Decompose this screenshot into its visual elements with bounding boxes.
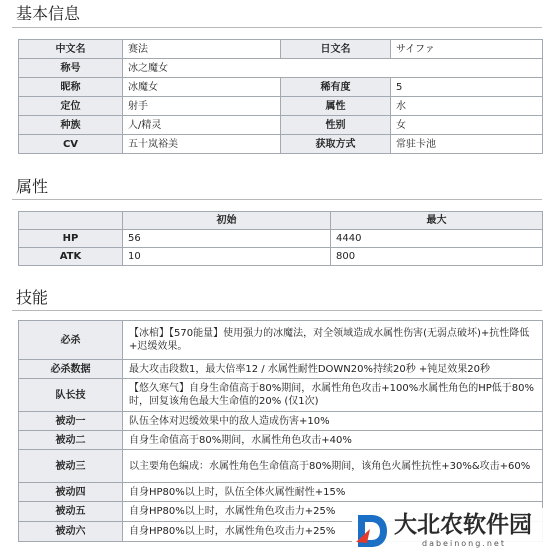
attributes-divider xyxy=(12,199,542,200)
skill-name: 被动三 xyxy=(19,450,123,483)
table-row xyxy=(19,135,543,154)
skills-title: 技能 xyxy=(16,288,49,307)
table-row xyxy=(19,78,543,97)
site-watermark xyxy=(352,508,548,554)
field-label: 属性 xyxy=(281,97,391,116)
skills-divider xyxy=(12,310,542,311)
skill-desc: 自身生命值高于80%期间，水属性角色攻击+40% xyxy=(123,431,543,450)
table-row xyxy=(19,321,543,360)
table-row xyxy=(19,59,543,78)
attributes-table xyxy=(18,211,543,266)
table-row xyxy=(19,483,543,502)
field-value: 人/精灵 xyxy=(123,116,281,135)
table-row xyxy=(19,40,543,59)
field-label: 定位 xyxy=(19,97,123,116)
table-row xyxy=(19,116,543,135)
field-label: 日文名 xyxy=(281,40,391,59)
field-value: 赛法 xyxy=(123,40,281,59)
basic-info-divider xyxy=(12,27,542,28)
attributes-title: 属性 xyxy=(16,177,49,196)
skill-desc: 自身HP80%以上时，水属性角色攻击力+25% xyxy=(123,522,543,542)
column-header-blank xyxy=(19,212,123,230)
dabeinong-logo-icon xyxy=(354,512,390,550)
field-value: 常驻卡池 xyxy=(391,135,543,154)
watermark-url: dabeinong.net xyxy=(422,539,506,548)
stat-initial: 56 xyxy=(123,230,331,248)
field-label: 中文名 xyxy=(19,40,123,59)
table-row xyxy=(19,412,543,431)
skill-desc: 最大攻击段数1，最大倍率12 / 水属性耐性DOWN20%持续20秒 +钝足效果20秒 xyxy=(123,360,543,379)
skill-name: 队长技 xyxy=(19,379,123,412)
watermark-title: 大北农软件园 xyxy=(394,511,532,538)
skill-name: 被动一 xyxy=(19,412,123,431)
basic-info-table xyxy=(18,39,543,154)
skill-desc: 【冰棺】【570能量】使用强力的冰魔法，对全领域造成水属性伤害(无弱点破坏)+抗性降低+迟缓效果。 xyxy=(123,321,543,360)
skill-desc: 自身HP80%以上时，水属性角色攻击力+25% xyxy=(123,502,543,522)
table-row xyxy=(19,379,543,412)
field-label: CV xyxy=(19,135,123,154)
field-value: 女 xyxy=(391,116,543,135)
table-row xyxy=(19,360,543,379)
field-label: 性别 xyxy=(281,116,391,135)
stat-name: HP xyxy=(19,230,123,248)
skill-name: 被动二 xyxy=(19,431,123,450)
field-label: 昵称 xyxy=(19,78,123,97)
field-value: サイファ xyxy=(391,40,543,59)
skill-name: 被动四 xyxy=(19,483,123,502)
field-value: 5 xyxy=(391,78,543,97)
table-row xyxy=(19,230,543,248)
skill-desc: 队伍全体对迟缓效果中的敌人造成伤害+10% xyxy=(123,412,543,431)
field-value: 水 xyxy=(391,97,543,116)
field-value: 冰魔女 xyxy=(123,78,281,97)
skill-desc: 自身HP80%以上时，队伍全体火属性耐性+15% xyxy=(123,483,543,502)
table-row xyxy=(19,450,543,483)
stat-name: ATK xyxy=(19,248,123,266)
skill-name: 必杀数据 xyxy=(19,360,123,379)
table-row xyxy=(19,97,543,116)
column-header-initial: 初始 xyxy=(123,212,331,230)
table-row xyxy=(19,431,543,450)
stat-initial: 10 xyxy=(123,248,331,266)
field-value: 五十岚裕美 xyxy=(123,135,281,154)
skill-name: 被动六 xyxy=(19,522,123,542)
field-value: 射手 xyxy=(123,97,281,116)
field-label: 获取方式 xyxy=(281,135,391,154)
stat-max: 4440 xyxy=(331,230,543,248)
stat-max: 800 xyxy=(331,248,543,266)
field-label: 称号 xyxy=(19,59,123,78)
skill-desc: 【悠久寒气】自身生命值高于80%期间，水属性角色攻击+100%水属性角色的HP低于80%时，回复该角色最大生命值的20% (仅1次) xyxy=(123,379,543,412)
skill-name: 被动五 xyxy=(19,502,123,522)
table-header-row xyxy=(19,212,543,230)
field-value: 冰之魔女 xyxy=(123,59,543,78)
column-header-max: 最大 xyxy=(331,212,543,230)
skill-desc: 以主要角色编成：水属性角色生命值高于80%期间，该角色火属性抗性+30%&攻击+60% xyxy=(123,450,543,483)
field-label: 稀有度 xyxy=(281,78,391,97)
table-row xyxy=(19,248,543,266)
field-label: 种族 xyxy=(19,116,123,135)
skill-name: 必杀 xyxy=(19,321,123,360)
basic-info-title: 基本信息 xyxy=(16,4,81,23)
